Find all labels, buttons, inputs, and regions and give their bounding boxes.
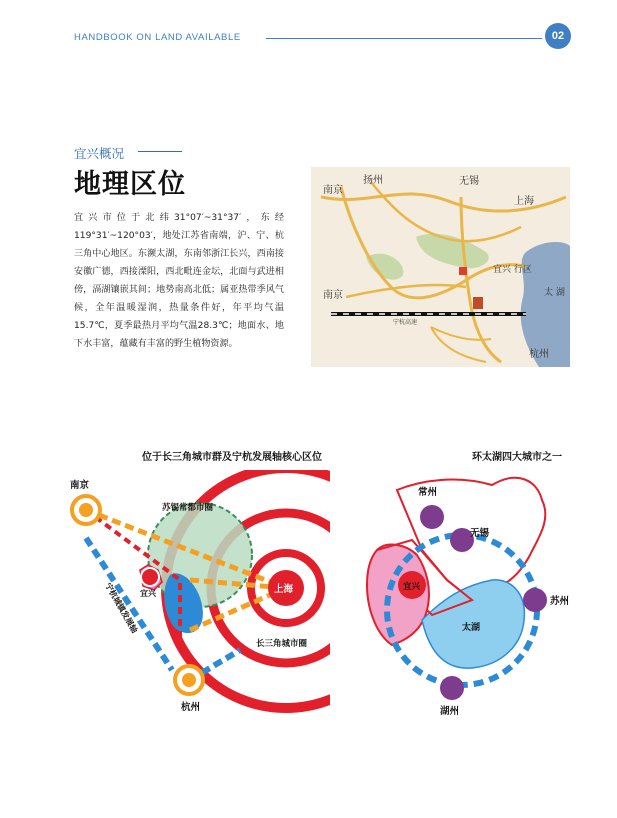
label-changzhou: 常州: [418, 487, 438, 498]
yangtze-delta-diagram: [50, 470, 330, 720]
label-taihu-right: 太湖: [462, 623, 481, 633]
label-wuxi-right: 无锡: [470, 528, 490, 539]
map-label-shanghai: 上海: [514, 196, 534, 207]
yixing-node: [141, 568, 159, 586]
label-yixing-right: 宜兴: [403, 582, 421, 592]
map-label-road: 宁杭高速: [393, 319, 418, 326]
label-huzhou: 湖州: [440, 706, 460, 717]
left-diagram-caption: 位于长三角城市群及宁杭发展轴核心区位: [142, 452, 322, 463]
map-label-wuxi: 无锡: [459, 176, 479, 187]
label-sxc-circle: 苏锡常都市圈: [162, 503, 214, 513]
map-label-taihu: 太 湖: [544, 288, 565, 298]
map-label-nanjing-top: 南京: [323, 185, 343, 196]
label-suzhou: 苏州: [550, 596, 570, 607]
label-yixing: 宜兴: [140, 589, 156, 598]
page-number-badge: 02: [545, 23, 571, 49]
subtitle-underline: [138, 151, 182, 152]
huzhou-node: [440, 676, 464, 700]
map-label-hangzhou: 杭州: [529, 349, 549, 360]
map-label-nanjing-bottom: 南京: [323, 290, 343, 301]
label-nanjing: 南京: [70, 480, 90, 491]
section-subtitle: 宜兴概况: [74, 146, 125, 161]
map-label-yixing-area: 宜兴 行区: [493, 265, 532, 275]
taihu-cities-diagram: [352, 470, 582, 720]
right-diagram-caption: 环太湖四大城市之一: [472, 452, 562, 463]
location-paragraph: 宜兴市位于北纬31°07′~31°37′，东经119°31′~120°03′，地处江苏省南端，沪、宁、杭三角中心地区。东濒太湖，东南邻浙江长兴，西南接安徽广德，西接溧阳，西北毗连金坛，北面与武进相傍，滆湖镶嵌其间；地势南高北低；属亚热带季风气候，全年温暖湿润，热量条件好，年平均气温15.7℃，夏季最热月平均气温28.3℃；地面水、地下水丰富，蕴藏有丰富的野生植物资源。: [74, 213, 284, 349]
section-title: 地理区位: [74, 169, 186, 200]
location-map: [311, 167, 570, 367]
label-yrd-circle: 长三角城市圈: [256, 639, 308, 649]
suzhou-node: [523, 588, 547, 612]
label-axis: 宁杭城镇发展轴: [103, 581, 140, 635]
label-hangzhou: 杭州: [181, 702, 201, 713]
map-label-yangzhou: 扬州: [363, 175, 383, 186]
header-divider: [266, 38, 542, 39]
running-title: HANDBOOK ON LAND AVAILABLE: [74, 32, 241, 43]
changzhou-node: [420, 505, 444, 529]
sxc-circle: [148, 503, 252, 607]
label-shanghai: 上海: [274, 584, 294, 595]
